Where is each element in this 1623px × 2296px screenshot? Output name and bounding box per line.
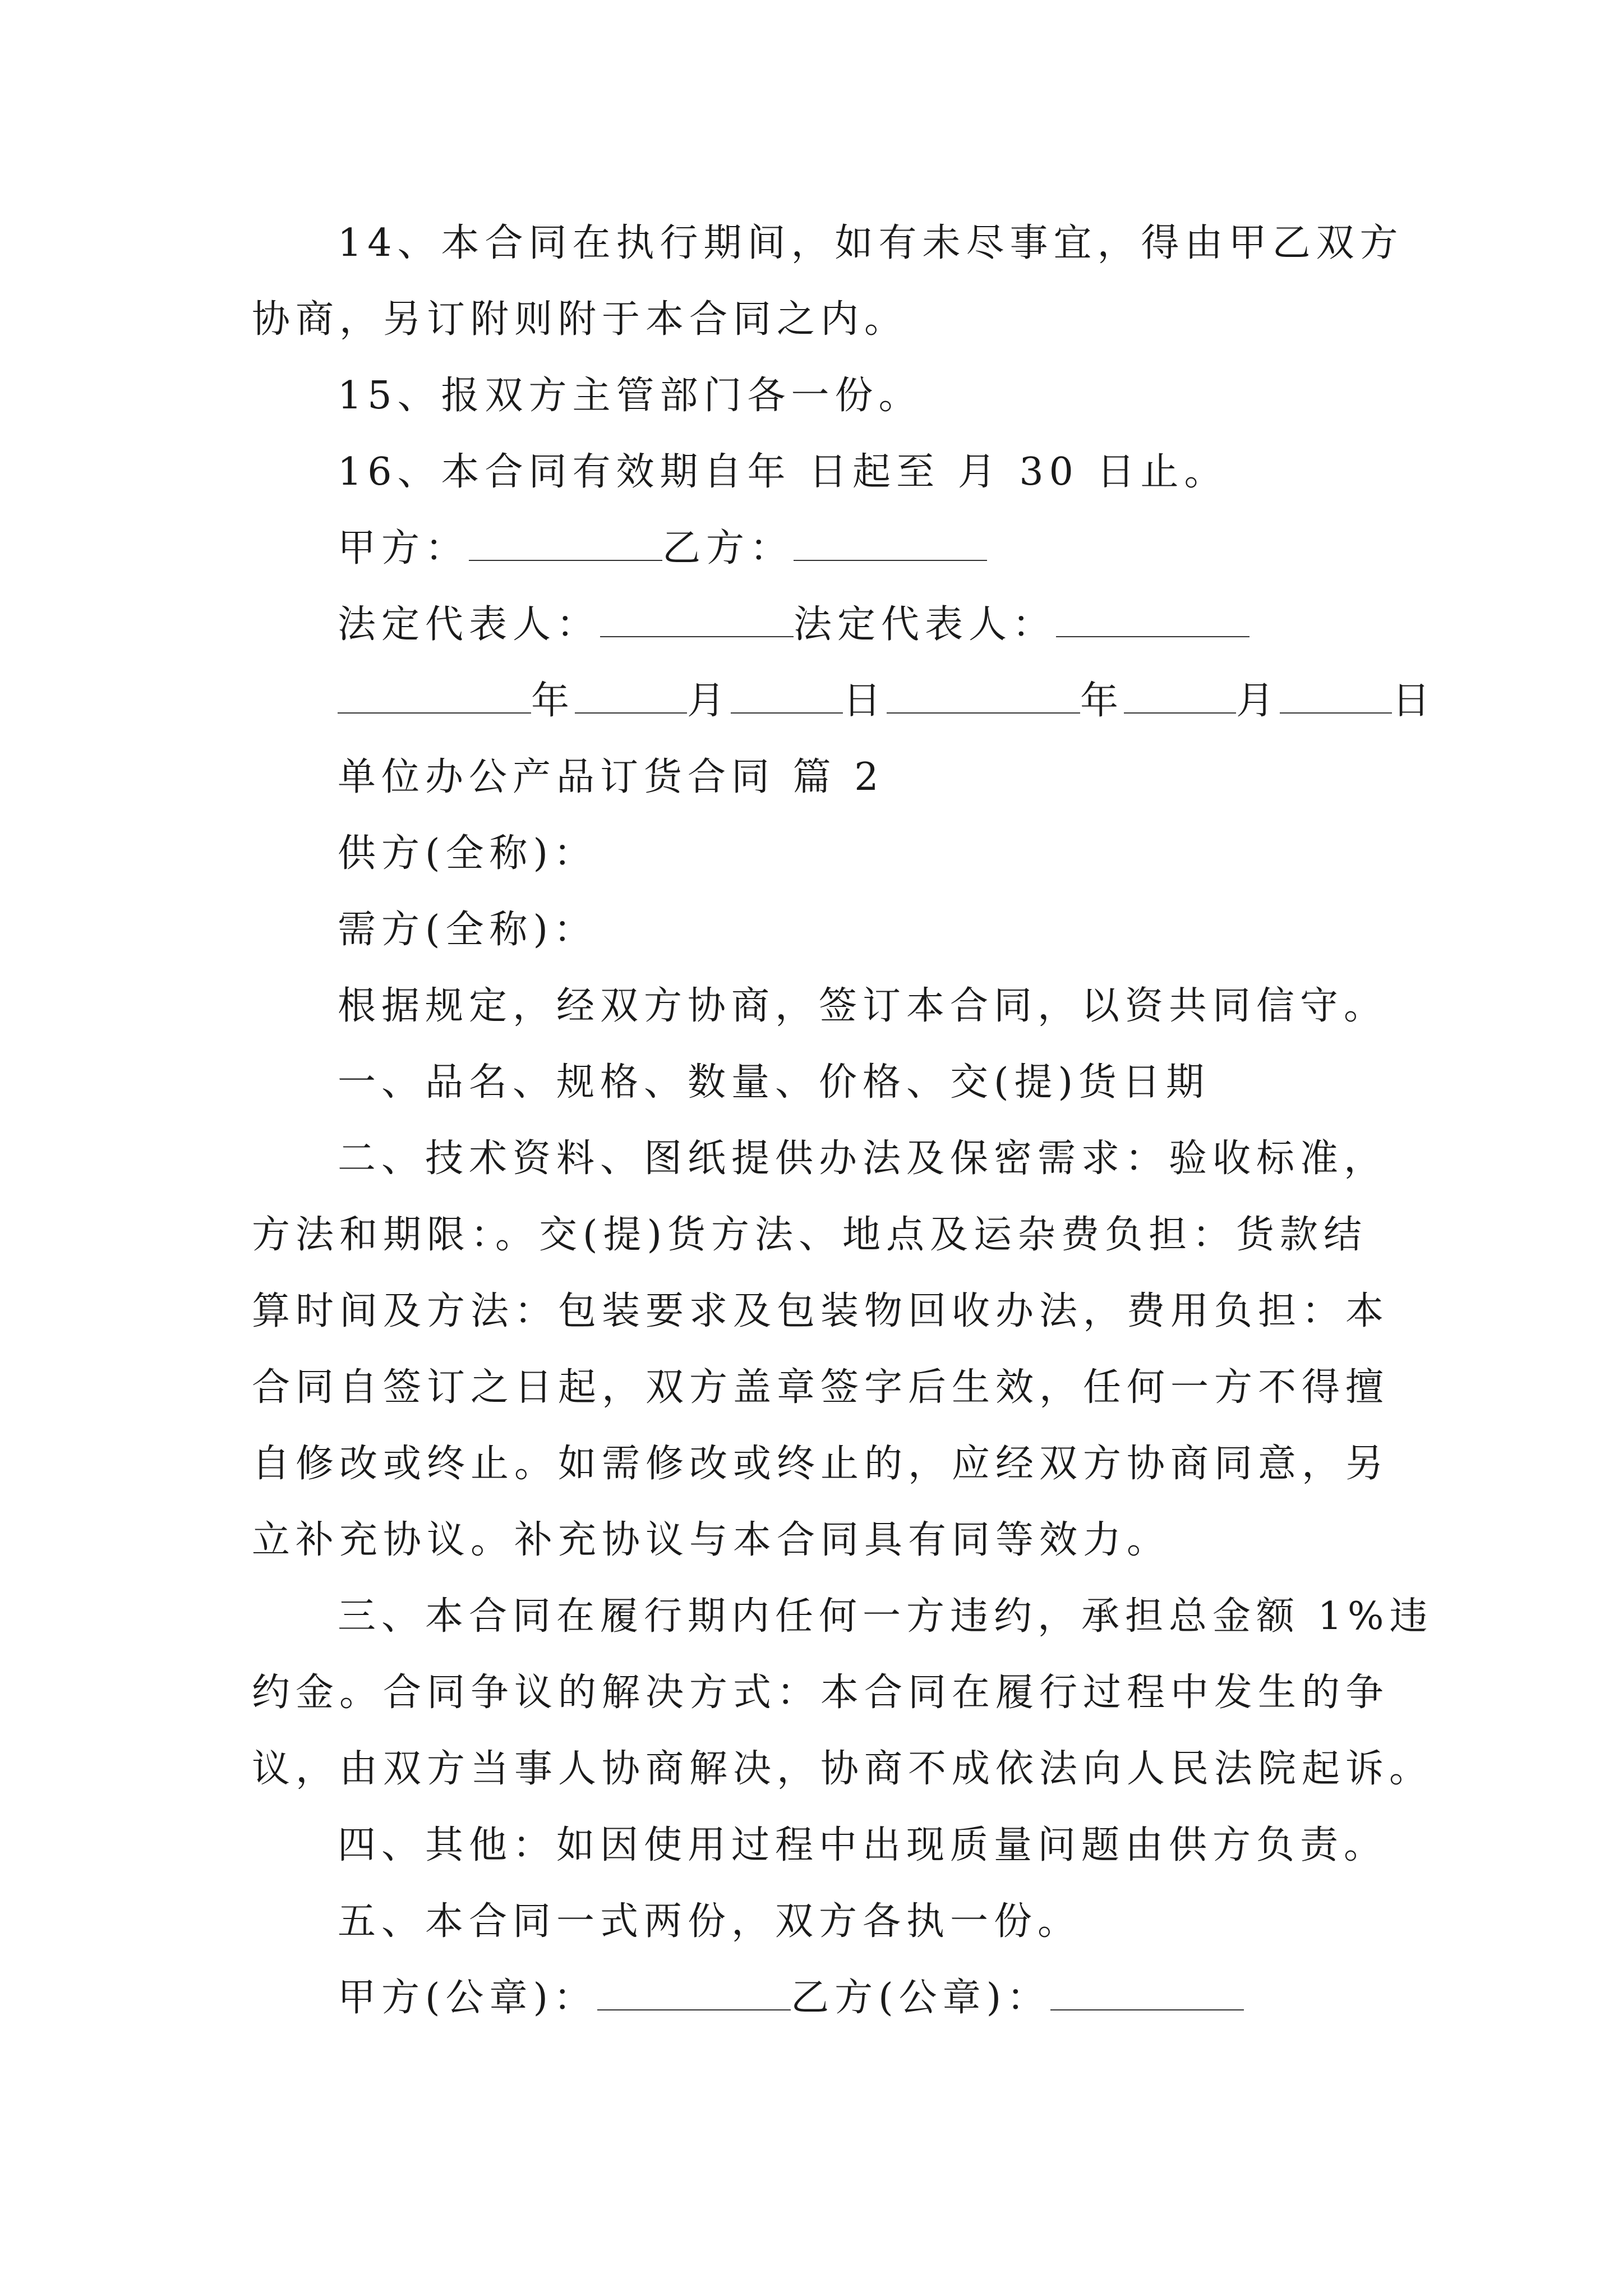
article-3-line-2: 约金。合同争议的解决方式：本合同在履行过程中发生的争 [252,1671,1390,1715]
date-a-day-blank [731,684,843,714]
article-1: 一、品名、规格、数量、价格、交(提)货日期 [338,1060,1210,1105]
article-2-line-6: 立补充协议。补充协议与本合同具有同等效力。 [252,1518,1171,1562]
party-signature-line [338,510,1487,587]
date-a-month: 月 [687,679,731,723]
date-b-month: 月 [1236,679,1280,723]
date-a-day: 日 [843,679,887,723]
clause-14-line-1: 14、本合同在执行期间，如有未尽事宜，得由甲乙双方 [338,221,1404,265]
section-title: 单位办公产品订货合同 篇 2 [338,755,884,799]
party-a-label: 甲方： [338,526,469,570]
party-a-blank [469,532,662,561]
date-b-year: 年 [1080,679,1124,723]
legal-rep-line [338,587,1487,663]
date-a-year-blank [338,684,531,714]
clause-15: 15、报双方主管部门各一份。 [338,374,923,418]
article-4: 四、其他：如因使用过程中出现质量问题由供方负责。 [338,1823,1388,1867]
clause-14-line-2: 协商，另订附则附于本合同之内。 [252,297,909,342]
seal-b-blank [1050,1981,1244,2010]
party-b-blank [794,532,987,561]
date-line [338,663,1487,739]
legal-rep-a-blank [600,608,794,637]
article-2-line-4: 合同自签订之日起，双方盖章签字后生效，任何一方不得擅 [252,1365,1390,1410]
legal-rep-b-label: 法定代表人： [794,602,1057,647]
seal-b-label: 乙方(公章)： [791,1976,1051,2020]
date-b-day: 日 [1392,679,1436,723]
date-b-day-blank [1280,684,1392,714]
seal-a-label: 甲方(公章)： [338,1976,598,2020]
buyer-name-line: 需方(全称)： [338,908,598,952]
article-2-line-2: 方法和期限：。交(提)货方法、地点及运杂费负担：货款结 [252,1213,1368,1257]
article-3-line-3: 议，由双方当事人协商解决，协商不成依法向人民法院起诉。 [252,1747,1433,1791]
date-a-year: 年 [531,679,575,723]
article-2-line-5: 自修改或终止。如需修改或终止的，应经双方协商同意，另 [252,1442,1390,1486]
supplier-name-line: 供方(全称)： [338,831,598,876]
article-2-line-3: 算时间及方法：包装要求及包装物回收办法，费用负担：本 [252,1289,1390,1333]
seal-a-blank [597,1981,791,2010]
seal-line [338,1960,1487,2036]
legal-rep-b-blank [1056,608,1249,637]
article-3-line-1: 三、本合同在履行期内任何一方违约，承担总金额 1%违 [338,1594,1433,1639]
date-a-month-blank [575,684,687,714]
clause-16: 16、本合同有效期自年 日起至 月 30 日止。 [338,450,1228,494]
date-b-year-blank [887,684,1080,714]
article-5: 五、本合同一式两份，双方各执一份。 [338,1899,1082,1944]
party-b-label: 乙方： [662,526,794,570]
date-b-month-blank [1124,684,1236,714]
legal-rep-a-label: 法定代表人： [338,602,601,647]
article-2-line-1: 二、技术资料、图纸提供办法及保密需求：验收标准， [338,1137,1388,1181]
preamble: 根据规定，经双方协商，签订本合同，以资共同信守。 [338,984,1388,1028]
